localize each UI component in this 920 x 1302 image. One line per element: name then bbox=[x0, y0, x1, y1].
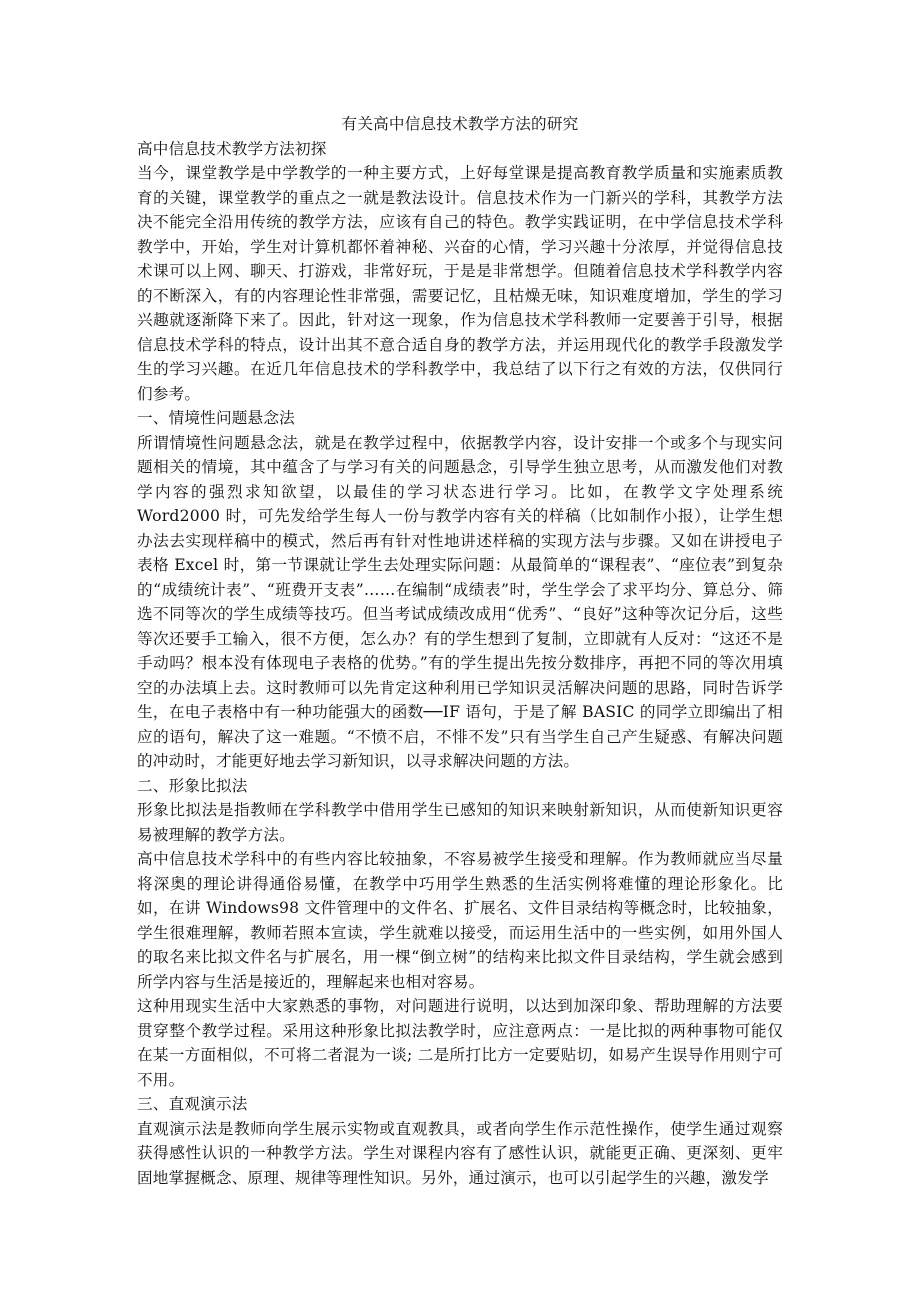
section-2-paragraph-1: 形象比拟法是指教师在学科教学中借用学生已感知的知识来映射新知识，从而使新知识更容易被理解的教学方法。 bbox=[137, 801, 783, 844]
section-3-paragraph: 直观演示法是教师向学生展示实物或直观教具，或者向学生作示范性操作，使学生通过观察获得感性认识的一种教学方法。学生对课程内容有了感性认识，就能更正确、更深刻、更牢固地掌握概念、原理、规律等理性知识。另外，通过演示，也可以引起学生的兴趣，激发学 bbox=[137, 1119, 783, 1187]
section-1-paragraph: 所谓情境性问题悬念法，就是在教学过程中，依据教学内容，设计安排一个或多个与现实问题相关的情境，其中蕴含了与学习有关的问题悬念，引导学生独立思考，从而激发他们对教学内容的强烈求知欲望，以最佳的学习状态进行学习。比如，在教学文字处理系统 Word2000 时，可先发给学生每人一份与教学内容有关的样稿（比如制作小报），让学生想办法去实现样稿中的模式，然后再有针对性地讲述样稿的实现方法与步骤。又如在讲授电子表格 Excel 时，第一节课就让学生去处理实际问题：从最简单的“课程表”、“座位表”到复杂的“成绩统计表”、“班费开支表”……在编制“成绩表”时，学生学会了求平均分、算总分、筛选不同等次的学生成绩等技巧。但当考试成绩改成用“优秀”、“良好”这种等次记分后，这些等次还要手工输入，很不方便，怎么办？有的学生想到了复制，立即就有人反对：“这还不是手动吗？根本没有体现电子表格的优势。”有的学生提出先按分数排序，再把不同的等次用填空的办法填上去。这时教师可以先肯定这种利用已学知识灵活解决问题的思路，同时告诉学生，在电子表格中有一种功能强大的函数──IF 语句，于是了解 BASIC 的同学立即编出了相应的语句，解决了这一难题。“不愤不启，不悱不发”只有当学生自己产生疑惑、有解决问题的冲动时，才能更好地去学习新知识，以寻求解决问题的方法。 bbox=[137, 433, 783, 770]
section-heading-3: 三、直观演示法 bbox=[137, 1095, 248, 1113]
document-subtitle: 高中信息技术教学方法初探 bbox=[137, 139, 327, 158]
intro-paragraph: 当今，课堂教学是中学教学的一种主要方式，上好每堂课是提高教育教学质量和实施素质教育的关键，课堂教学的重点之一就是教法设计。信息技术作为一门新兴的学科，其教学方法决不能完全沿用传统的教学方法，应该有自己的特色。教学实践证明，在中学信息技术学科教学中，开始，学生对计算机都怀着神秘、兴奋的心情，学习兴趣十分浓厚，并觉得信息技术课可以上网、聊天、打游戏，非常好玩，于是是非常想学。但随着信息技术学科教学内容的不断深入，有的内容理论性非常强，需要记忆，且枯燥无味，知识难度增加，学生的学习兴趣就逐渐降下来了。因此，针对这一现象，作为信息技术学科教师一定要善于引导，根据信息技术学科的特点，设计出其不意合适自身的教学方法，并运用现代化的教学手段激发学生的学习兴趣。在近几年信息技术的学科教学中，我总结了以下行之有效的方法，仅供同行们参考。 bbox=[137, 164, 783, 403]
section-2-paragraph-3: 这种用现实生活中大家熟悉的事物，对问题进行说明，以达到加深印象、帮助理解的方法要贯穿整个教学过程。采用这种形象比拟法教学时，应注意两点：一是比拟的两种事物可能仅在某一方面相似，不可将二者混为一谈; 二是所打比方一定要贴切，如易产生误导作用则宁可不用。 bbox=[137, 997, 783, 1089]
document-title: 有关高中信息技术教学方法的研究 bbox=[341, 115, 579, 133]
section-heading-1: 一、情境性问题悬念法 bbox=[137, 409, 295, 427]
document-page bbox=[137, 112, 783, 1190]
section-heading-2: 二、形象比拟法 bbox=[137, 776, 248, 795]
section-2-paragraph-2: 高中信息技术学科中的有些内容比较抽象，不容易被学生接受和理解。作为教师就应当尽量将深奥的理论讲得通俗易懂，在教学中巧用学生熟悉的生活实例将难懂的理论形象化。比如，在讲 Windows98 文件管理中的文件名、扩展名、文件目录结构等概念时，比较抽象，学生很难理解，教师若照本宣读，学生就难以接受，而运用生活中的一些实例，如用外国人的取名来比拟文件名与扩展名，用一棵“倒立树”的结构来比拟文件目录结构，学生就会感到所学内容与生活是接近的，理解起来也相对容易。 bbox=[137, 850, 783, 991]
